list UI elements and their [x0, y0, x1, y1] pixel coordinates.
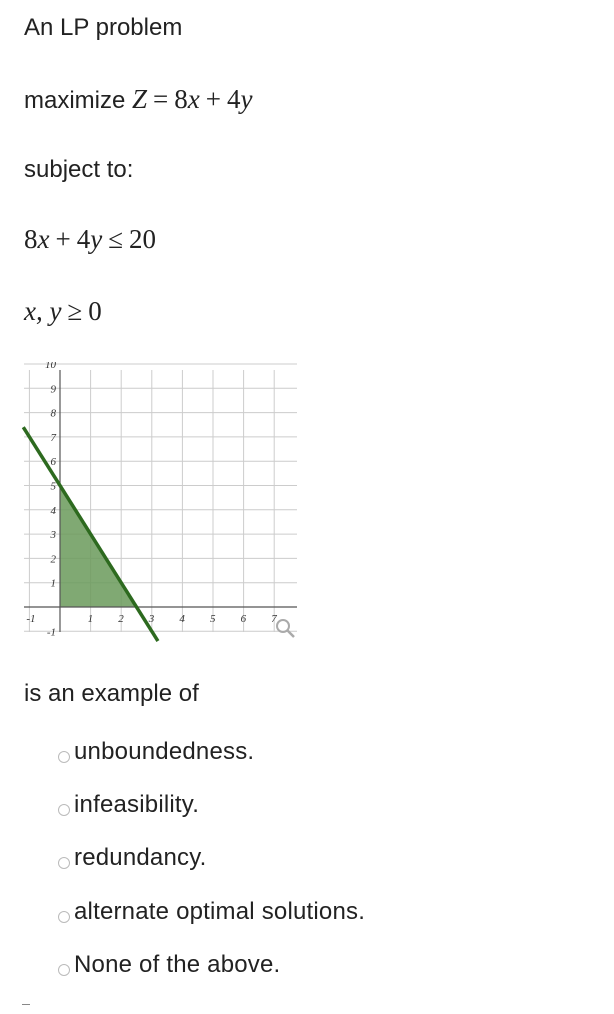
x-tick-label: 6: [240, 613, 247, 625]
option-label: None of the above.: [74, 951, 281, 978]
option-none[interactable]: [58, 951, 280, 979]
question-text: is an example of: [24, 680, 199, 707]
radio-infeasibility[interactable]: [58, 804, 70, 816]
x-tick-label: 5: [210, 613, 216, 625]
lp-graph[interactable]: [18, 362, 303, 644]
option-label: unboundedness.: [74, 738, 255, 765]
option-label: redundancy.: [74, 844, 207, 871]
c2-rhs: 0: [88, 296, 102, 326]
y-tick-label: -1: [46, 626, 56, 639]
c1-var-y: y: [90, 224, 103, 254]
x-tick-label: 4: [179, 613, 185, 625]
option-label: alternate optimal solutions.: [74, 898, 366, 925]
objective-coef-y: 4: [227, 84, 241, 114]
objective-line: [24, 84, 252, 115]
constraint-1: 8x + 4y ≤ 20: [24, 224, 157, 254]
constraint-2: x, y ≥ 0: [24, 296, 102, 326]
magnifier-icon[interactable]: [277, 620, 294, 637]
y-tick-label: 4: [50, 504, 56, 517]
x-tick-label: 3: [148, 613, 155, 625]
objective-var-y: y: [240, 84, 253, 114]
radio-alternate-optimal[interactable]: [58, 911, 70, 923]
subject-to-label: subject to:: [24, 156, 134, 183]
c1-coef-x: 8: [24, 224, 38, 254]
y-tick-label: 8: [50, 407, 56, 420]
option-label: infeasibility.: [74, 791, 200, 818]
y-tick-labels: [45, 362, 57, 638]
c1-coef-y: 4: [76, 224, 91, 254]
problem-intro: An LP problem: [24, 14, 183, 41]
c2-vars: x, y: [24, 296, 62, 326]
y-tick-label: 7: [50, 431, 56, 444]
option-unboundedness[interactable]: [58, 738, 254, 766]
radio-unboundedness[interactable]: [58, 751, 70, 763]
objective-expression: Z = 8x + 4y: [132, 84, 253, 114]
objective-coef-x: 8: [174, 84, 188, 114]
y-tick-label: 10: [45, 362, 56, 371]
y-tick-label: 2: [50, 553, 56, 566]
y-tick-label: 9: [50, 383, 56, 396]
x-tick-label: 7: [271, 613, 277, 625]
c1-rhs: 20: [129, 224, 157, 254]
maximize-word: maximize: [24, 87, 126, 114]
x-tick-labels: [26, 613, 277, 625]
option-infeasibility[interactable]: [58, 791, 199, 819]
divider: [22, 1004, 30, 1005]
y-tick-label: 3: [50, 529, 56, 542]
x-tick-label: 2: [118, 613, 124, 625]
x-tick-label: 1: [87, 613, 94, 625]
radio-none[interactable]: [58, 964, 70, 976]
objective-lhs: Z: [132, 84, 148, 114]
radio-redundancy[interactable]: [58, 857, 70, 869]
c1-var-x: x: [37, 224, 50, 254]
x-tick-label: -1: [26, 613, 36, 625]
option-alternate-optimal[interactable]: [58, 898, 365, 926]
option-redundancy[interactable]: [58, 844, 207, 872]
y-tick-label: 6: [50, 456, 56, 469]
y-tick-label: 1: [50, 577, 56, 590]
y-tick-label: 5: [50, 480, 56, 493]
objective-var-x: x: [187, 84, 200, 114]
